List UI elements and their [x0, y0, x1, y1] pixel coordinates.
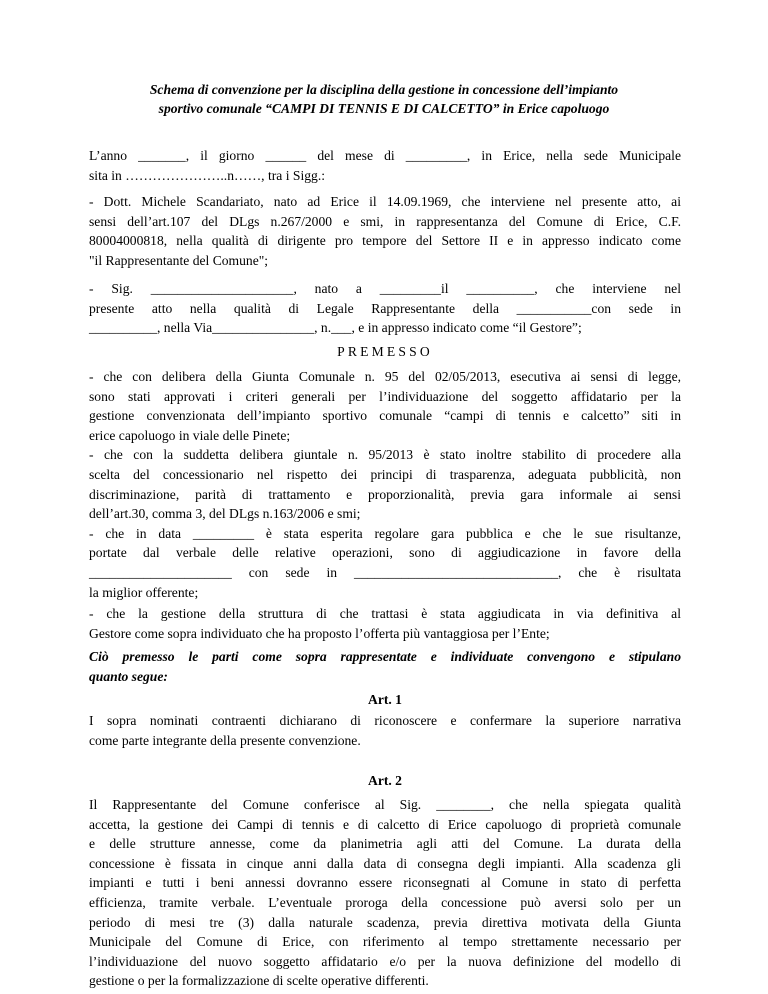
art1-heading: Art. 1	[368, 692, 402, 707]
party-representative-paragraph	[89, 192, 681, 270]
text-line: Il Rappresentante del Comune conferisce al Sig. ________, che nella spiegata qualità	[89, 797, 681, 812]
text-line: - che in data _________ è stata esperita regolare gara pubblica e che le sue risultanze,	[89, 525, 681, 541]
text-line: sita in …………………..n……, tra i Sigg.:	[89, 167, 325, 183]
text-line: "il Rappresentante del Comune";	[89, 252, 269, 268]
text-line: - Dott. Michele Scandariato, nato ad Erice il 14.09.1969, che interviene nel presente atto, ai	[89, 194, 681, 209]
text-line: gestione o per la formalizzazione di scelte operative differenti.	[89, 973, 429, 989]
text-line: periodo di mesi tre (3) dalla naturale scadenza, previa direttiva motivata della Giunta	[89, 914, 681, 930]
text-line: Ciò premesso le parti come sopra rappresentate e individuate convengono e stipulano	[89, 649, 681, 664]
premesso-paragraph	[89, 367, 681, 602]
aggiudicata-paragraph	[89, 604, 681, 643]
text-line: 80004000818, nella qualità di dirigente pro tempore del Settore II e in appresso indicato come	[89, 233, 681, 249]
text-line: concessione è fissata in cinque anni dalla data di consegna degli impianti. Alla scadenza gli	[89, 855, 681, 871]
intro-paragraph	[89, 146, 681, 185]
text-line: - Sig. _____________________, nato a _________il __________, che interviene nel	[89, 281, 681, 296]
text-line: presente atto nella qualità di Legale Rappresentante della ___________con sede in	[89, 300, 681, 316]
text-line: sensi dell’art.107 del DLgs n.267/2000 e smi, in rappresentanza del Comune di Erice, C.F.	[89, 213, 681, 229]
text-line: l’individuazione del nuovo soggetto affidatario e/o per la nuova definizione del modello di	[89, 953, 681, 969]
text-line: la miglior offerente;	[89, 584, 199, 600]
cio-premesso-paragraph	[89, 647, 681, 686]
art2-heading: Art. 2	[368, 773, 402, 788]
text-line: - che con la suddetta delibera giuntale n. 95/2013 è stato inoltre stabilito di procedere alla	[89, 447, 681, 463]
text-line: __________, nella Via_______________, n.___, e in appresso indicato come “il Gestore”;	[89, 320, 582, 336]
text-line: come parte integrante della presente convenzione.	[89, 732, 361, 748]
text-line: quanto segue:	[89, 668, 168, 684]
text-line: scelta del concessionario nel rispetto dei principi di trasparenza, adeguata pubblicità, non	[89, 466, 681, 482]
text-line: dell’art.30, comma 3, del DLgs n.163/2006 e smi;	[89, 506, 361, 522]
art2-paragraph	[89, 795, 681, 991]
text-line: L’anno _______, il giorno ______ del mese di _________, in Erice, nella sede Municipale	[89, 148, 681, 163]
text-line: - che la gestione della struttura di che trattasi è stata aggiudicata in via definitiva al	[89, 606, 681, 621]
title-line: Schema di convenzione per la disciplina della gestione in concessione dell’impianto	[149, 82, 619, 97]
text-line: Municipale del Comune di Erice, con riferimento al tempo strettamente necessario per	[89, 934, 681, 950]
text-line: sono stati approvati i criteri generali per l’individuazione del soggetto affidatario per la	[89, 388, 681, 404]
text-line: - che con delibera della Giunta Comunale n. 95 del 02/05/2013, esecutiva ai sensi di legge,	[89, 369, 681, 384]
text-line: efficienza, tramite verbale. L’eventuale proroga della concessione può aversi solo per un	[89, 894, 681, 910]
text-line: I sopra nominati contraenti dichiarano di riconoscere e confermare la superiore narrativa	[89, 713, 681, 728]
text-line: accetta, la gestione dei Campi di tennis e di calcetto di Erice capoluogo di proprietà comunale	[89, 816, 681, 832]
premesso-heading: PREMESSO	[337, 344, 433, 359]
text-line: gestione convenzionata dell’impianto sportivo comunale “campi di tennis e calcetto” siti in	[89, 408, 681, 424]
text-line: portate dal verbale delle relative operazioni, sono di aggiudicazione in favore della	[89, 545, 681, 561]
party-manager-paragraph	[89, 279, 681, 338]
text-line: e delle strutture annesse, come da planimetria agli atti del Comune. La durata della	[89, 836, 681, 852]
text-line: Gestore come sopra individuato che ha proposto l’offerta più vantaggiosa per l’Ente;	[89, 625, 550, 641]
art1-paragraph	[89, 711, 681, 750]
document-title	[60, 81, 708, 118]
text-line: impianti e tutti i beni annessi dovranno essere riconsegnati al Comune in stato di perfetta	[89, 875, 681, 891]
text-line: erice capoluogo in viale delle Pinete;	[89, 427, 291, 443]
text-line: _____________________ con sede in ______________________________, che è risultata	[89, 564, 681, 580]
title-line: sportivo comunale “CAMPI DI TENNIS E DI CALCETTO” in Erice capoluogo	[158, 100, 610, 116]
text-line: discriminazione, parità di trattamento e proporzionalità, previa gara informale ai sensi	[89, 486, 681, 502]
